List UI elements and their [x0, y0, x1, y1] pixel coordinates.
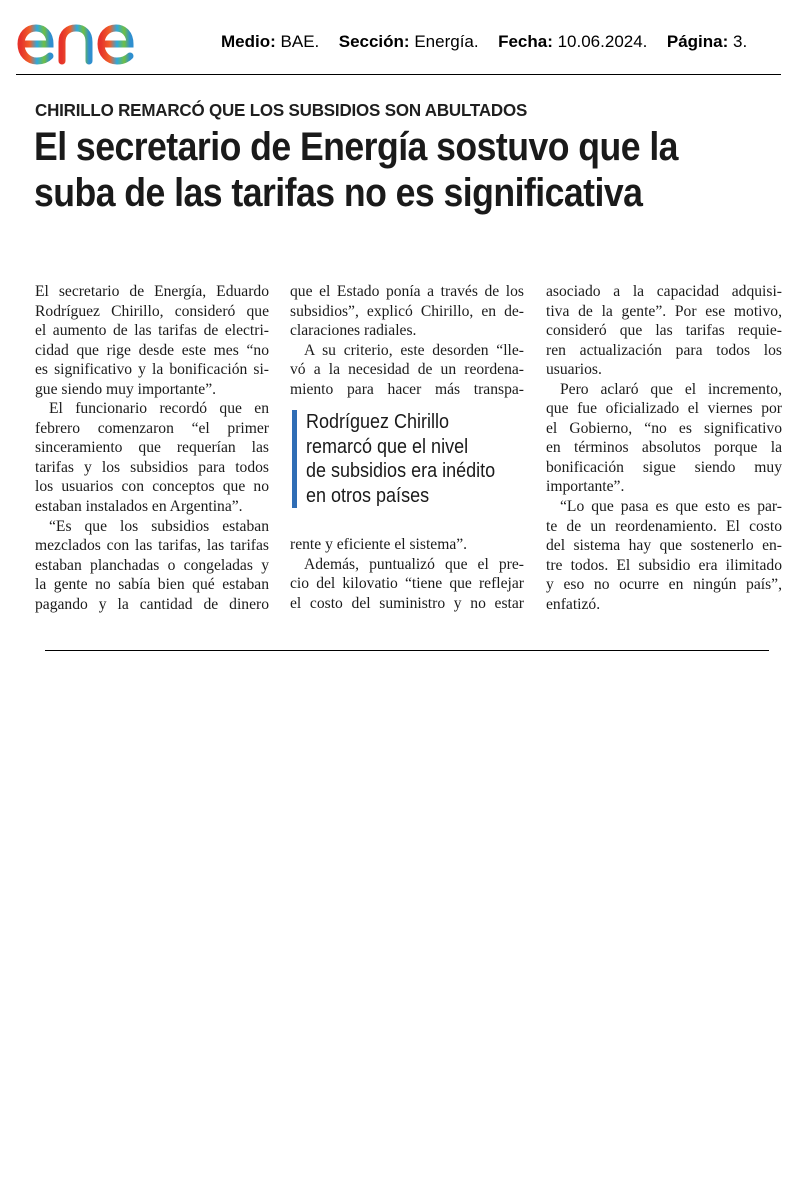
headline-line: El secretario de Energía sostuvo que la [34, 125, 678, 169]
text-line: cidad que rige desde este mes “no [35, 341, 269, 359]
text-line: los usuarios con conceptos que no [35, 478, 269, 496]
text-line: que fue oficializado el viernes por [546, 400, 782, 418]
text-line: tiva de la gente”. Por ese motivo, [546, 302, 782, 320]
text-line: el costo del suministro y no estar [290, 594, 524, 612]
text-line: el aumento de las tarifas de electri- [35, 322, 269, 340]
text-line: A su criterio, este desorden “lle- [304, 341, 524, 359]
text-line: te de un reordenamiento. El costo [546, 517, 782, 535]
text-line: Rodríguez Chirillo, consideró que [35, 302, 269, 320]
text-line: importante”. [546, 478, 625, 496]
fecha-value: 10.06.2024. [557, 32, 648, 51]
article-column-2-continued [290, 535, 524, 613]
seccion-label: Sección: [338, 32, 410, 51]
text-line: la gente no sabía bien qué estaban [35, 576, 269, 594]
text-line: “Lo que pasa es que esto es par- [560, 498, 782, 516]
medio-value: BAE. [280, 32, 320, 51]
pull-quote [290, 410, 525, 510]
text-line: subsidios”, explicó Chirillo, en de- [290, 302, 524, 320]
pagina-label: Página: [666, 32, 729, 51]
text-line: mezclados con las tarifas, las tarifas [35, 537, 269, 555]
article-kicker: CHIRILLO REMARCÓ QUE LOS SUBSIDIOS SON ABULTADOS [35, 100, 528, 120]
pull-quote-bar [292, 410, 297, 508]
text-line: en términos absolutos porque la [546, 439, 782, 457]
text-line: que el Estado ponía a través de los [290, 283, 524, 300]
text-line: claraciones radiales. [290, 322, 417, 340]
medio-label: Medio: [221, 32, 276, 51]
article-headline [34, 124, 794, 216]
text-line: Además, puntualizó que el pre- [304, 555, 524, 573]
pull-quote-line: remarcó que el nivel [306, 435, 469, 458]
clipping-metadata [221, 32, 747, 52]
text-line: es significativo y la bonificación si- [35, 361, 269, 379]
text-line: tarifas y los subsidios para todos [35, 458, 269, 476]
text-line: del sistema hay que sostenerlo en- [546, 537, 782, 555]
text-line: El funcionario recordó que en [49, 400, 269, 418]
text-line: bonificación sigue siendo muy [546, 458, 782, 476]
seccion-value: Energía. [414, 32, 479, 51]
text-line: pagando y la cantidad de dinero [35, 595, 269, 613]
header-divider [16, 74, 781, 75]
text-line: El secretario de Energía, Eduardo [35, 283, 269, 300]
pull-quote-line: en otros países [306, 484, 430, 507]
article-column-1 [35, 282, 269, 614]
text-line: gue siendo muy importante”. [35, 380, 217, 398]
footer-divider [45, 650, 769, 651]
article-column-3 [546, 282, 782, 614]
text-line: el Gobierno, “no es significativo [546, 419, 782, 437]
text-line: sinceramiento que requerían las [35, 439, 269, 457]
pull-quote-line: Rodríguez Chirillo [306, 411, 450, 433]
text-line: Pero aclaró que el incremento, [560, 380, 782, 398]
clipping-header [0, 0, 800, 76]
fecha-label: Fecha: [498, 32, 553, 51]
pagina-value: 3. [733, 32, 748, 51]
text-line: enfatizó. [546, 595, 601, 613]
text-line: cio del kilovatio “tiene que reflejar [290, 575, 524, 593]
text-line: estaban planchadas o congeladas y [35, 556, 269, 574]
enel-logo [16, 6, 182, 70]
text-line: asociado a la capacidad adquisi- [546, 283, 782, 300]
text-line: tre todos. El subsidio era ilimitado [546, 556, 782, 574]
pull-quote-line: de subsidios era inédito [306, 460, 496, 482]
text-line: ren actualización para todos los [546, 341, 782, 359]
article-column-2 [290, 282, 524, 399]
text-line: estaban instalados en Argentina”. [35, 498, 243, 516]
text-line: “Es que los subsidios estaban [49, 517, 269, 535]
text-line: usuarios. [546, 361, 602, 379]
text-line: rente y eficiente el sistema”. [290, 536, 468, 553]
text-line: febrero comenzaron “el primer [35, 419, 269, 437]
text-line: vó a la necesidad de un reordena- [290, 361, 524, 379]
text-line: miento para hacer más transpa- [290, 380, 524, 398]
pull-quote-text [306, 410, 516, 508]
text-line: consideró que las tarifas requie- [546, 322, 782, 340]
text-line: y eso no ocurre en ningún país”, [546, 576, 782, 594]
headline-line: suba de las tarifas no es significativa [34, 171, 643, 215]
